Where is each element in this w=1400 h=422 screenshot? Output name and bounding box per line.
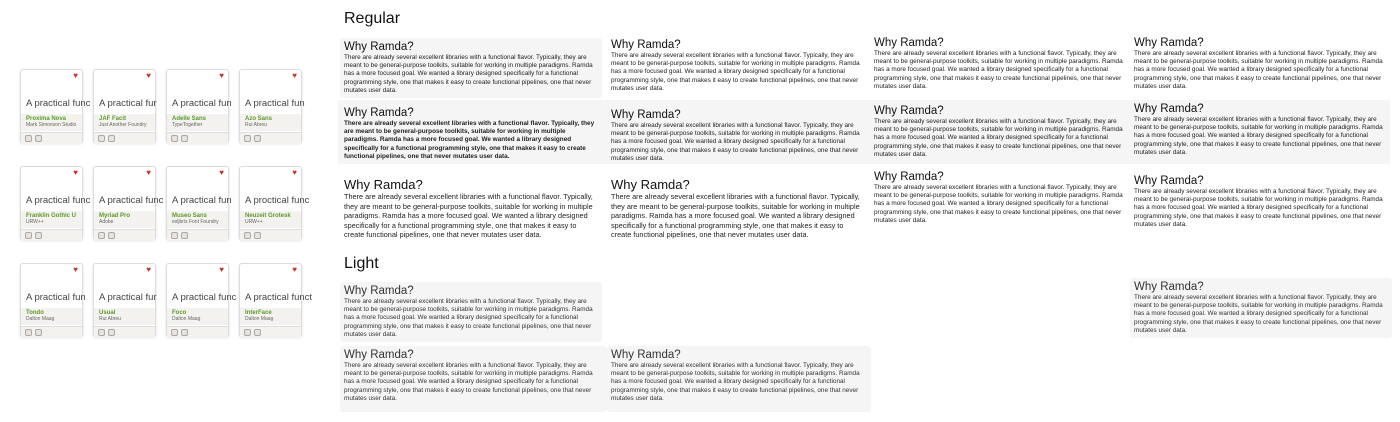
font-preview: A practical fur	[99, 98, 157, 109]
preview-icon[interactable]	[171, 329, 178, 336]
sample-title: Why Ramda?	[1134, 281, 1204, 293]
card-actions	[167, 326, 228, 338]
font-meta	[240, 211, 301, 228]
heart-icon[interactable]: ♥	[146, 168, 151, 177]
preview-icon[interactable]	[244, 232, 251, 239]
font-meta	[167, 114, 228, 131]
add-icon[interactable]	[181, 135, 188, 142]
sample-body: There are already several excellent libraries with a functional flavor. Typically, they are meant to be general-purpose toolkits, suitable for working in multiple paradigms. Ramda has a more focused goal. We wanted a library designed specifically for a functional programming style, one that makes it easy to create functional pipelines, one that never mutates user data.	[874, 184, 1123, 224]
type-sample	[340, 104, 602, 164]
add-icon[interactable]	[254, 232, 261, 239]
type-sample	[870, 34, 1132, 94]
font-foundry: Dalton Maag	[26, 316, 55, 322]
heart-icon[interactable]: ♥	[146, 71, 151, 80]
font-preview: A practical funct	[245, 292, 313, 303]
sample-title: Why Ramda?	[611, 349, 681, 361]
font-card[interactable]	[166, 166, 232, 240]
sample-body: There are already several excellent libraries with a functional flavor. Typically, they are meant to be general-purpose toolkits, suitable for working in multiple paradigms. Ramda has a more focused goal. We wanted a library designed specifically for a functional programming style, one that makes it easy to create functional pipelines, one that never mutates user data.	[1134, 50, 1383, 90]
card-actions	[21, 326, 82, 338]
font-name[interactable]: Adelle Sans	[172, 116, 207, 122]
font-card[interactable]	[166, 263, 237, 337]
card-actions	[167, 229, 228, 241]
heart-icon[interactable]: ♥	[146, 265, 151, 274]
card-actions	[167, 132, 228, 144]
sample-body: There are already several excellent libraries with a functional flavor. Typically, they are meant to be general-purpose toolkits, suitable for working in multiple paradigms. Ramda has a more focused goal. We wanted a library designed specifically for a functional programming style, one that makes it easy to create functional pipelines, one that never mutates user data.	[1134, 116, 1383, 156]
type-sample	[340, 346, 607, 412]
sample-body: There are already several excellent libraries with a functional flavor. Typically, they are meant to be general-purpose toolkits, suitable for working in multiple paradigms. Ramda has a more focused goal. We wanted a library designed specifically for a functional programming style, one that makes it easy to create functional pipelines, one that never mutates user data.	[344, 362, 593, 402]
font-foundry: exljbris Font Foundry	[172, 219, 219, 225]
font-foundry: URW++	[26, 219, 44, 225]
sample-title: Why Ramda?	[344, 285, 414, 297]
font-meta	[21, 114, 82, 131]
font-card[interactable]	[239, 69, 305, 143]
preview-icon[interactable]	[98, 329, 105, 336]
heart-icon[interactable]: ♥	[73, 265, 78, 274]
font-name[interactable]: Azo Sans	[245, 116, 273, 122]
font-foundry: Just Another Foundry	[99, 122, 147, 128]
type-sample	[607, 346, 871, 412]
card-actions	[240, 132, 301, 144]
type-sample	[1130, 172, 1392, 232]
type-sample	[340, 174, 602, 243]
preview-icon[interactable]	[25, 232, 32, 239]
font-foundry: Adobe	[99, 219, 114, 225]
font-card[interactable]	[239, 263, 313, 337]
font-name[interactable]: Proxima Nova	[26, 116, 67, 122]
heart-icon[interactable]: ♥	[219, 168, 224, 177]
font-meta	[167, 211, 228, 228]
font-card[interactable]	[93, 69, 156, 143]
heart-icon[interactable]: ♥	[292, 265, 297, 274]
font-name[interactable]: Myriad Pro	[99, 213, 131, 219]
font-preview: A practical func	[99, 195, 164, 206]
font-meta	[240, 114, 301, 131]
card-actions	[21, 132, 82, 144]
sample-title: Why Ramda?	[874, 105, 944, 117]
card-actions	[94, 132, 155, 144]
section-heading-light: Light	[344, 255, 379, 272]
sample-title: Why Ramda?	[344, 107, 414, 119]
preview-icon[interactable]	[25, 135, 32, 142]
font-preview: A practical fun	[172, 195, 232, 206]
sample-title: Why Ramda?	[1134, 103, 1204, 115]
preview-icon[interactable]	[171, 135, 178, 142]
font-card[interactable]	[20, 69, 91, 143]
card-actions	[94, 229, 155, 241]
font-foundry: Mark Simonson Studio	[26, 122, 77, 128]
type-sample	[340, 282, 602, 342]
add-icon[interactable]	[35, 232, 42, 239]
sample-title: Why Ramda?	[874, 171, 944, 183]
font-preview: A practical func	[26, 98, 91, 109]
font-card[interactable]	[166, 69, 232, 143]
type-sample	[607, 174, 869, 243]
preview-icon[interactable]	[98, 135, 105, 142]
heart-icon[interactable]: ♥	[219, 265, 224, 274]
font-name[interactable]: Museo Sans	[172, 213, 208, 219]
font-preview: A practical fun	[172, 98, 232, 109]
sample-body: There are already several excellent libraries with a functional flavor. Typically, they are meant to be general-purpose toolkits, suitable for working in multiple paradigms. Ramda has a more focused goal. We wanted a library designed specifically for a functional programming style, one that makes it easy to create functional pipelines, one that never mutates user data.	[344, 298, 593, 338]
card-actions	[21, 229, 82, 241]
add-icon[interactable]	[35, 329, 42, 336]
add-icon[interactable]	[181, 329, 188, 336]
add-icon[interactable]	[254, 135, 261, 142]
font-meta	[167, 308, 228, 325]
preview-icon[interactable]	[25, 329, 32, 336]
sample-body: There are already several excellent libraries with a functional flavor. Typically, they are meant to be general-purpose toolkits, suitable for working in multiple paradigms. Ramda has a more focused goal. We wanted a library designed specifically for a functional programming style, one that makes it easy to create functional pipelines, one that never mutates user data.	[874, 50, 1123, 90]
heart-icon[interactable]: ♥	[292, 168, 297, 177]
sample-body: There are already several excellent libraries with a functional flavor. Typically, they are meant to be general-purpose toolkits, suitable for working in multiple paradigms. Ramda has a more focused goal. We wanted a library designed specifically for a functional programming style, one that makes it easy to create functional pipelines, one that never mutates user data.	[611, 52, 860, 92]
font-name[interactable]: Neuzeit Grotesk	[245, 213, 291, 219]
font-foundry: Dalton Maag	[245, 316, 274, 322]
heart-icon[interactable]: ♥	[73, 168, 78, 177]
font-name[interactable]: Tondo	[26, 310, 44, 316]
font-name[interactable]: Usual	[99, 310, 116, 316]
add-icon[interactable]	[181, 232, 188, 239]
font-preview: A proctical func	[245, 195, 310, 206]
font-meta	[94, 211, 155, 228]
sample-body: There are already several excellent libraries with a functional flavor. Typically, they are meant to be general-purpose toolkits, suitable for working in multiple paradigms. Ramda has a more focused goal. We wanted a library designed specifically for a functional programming style, one that makes it easy to create functional pipelines, one that never mutates user data.	[344, 120, 595, 160]
font-meta	[21, 308, 82, 325]
add-icon[interactable]	[108, 135, 115, 142]
font-name[interactable]: Franklin Gothic U	[26, 213, 77, 219]
font-meta	[94, 308, 155, 325]
font-preview: A practical fun	[245, 98, 305, 109]
font-preview: A practical fur	[99, 292, 157, 303]
sample-title: Why Ramda?	[611, 109, 681, 121]
type-sample	[340, 38, 602, 98]
sample-title: Why Ramda?	[1134, 37, 1204, 49]
font-card[interactable]	[20, 263, 86, 337]
heart-icon[interactable]: ♥	[219, 71, 224, 80]
sample-title: Why Ramda?	[1134, 175, 1204, 187]
font-card[interactable]	[239, 166, 310, 240]
card-actions	[94, 326, 155, 338]
sample-title: Why Ramda?	[611, 39, 681, 51]
sample-body: There are already several excellent libraries with a functional flavor. Typically, they are meant to be general-purpose toolkits, suitable for working in multiple paradigms. Ramda has a more focused goal. We wanted a library designed specifically for a functional programming style, one that makes it easy to create functional pipelines, one that never mutates user data.	[344, 192, 593, 239]
type-sample	[870, 168, 1132, 228]
heart-icon[interactable]: ♥	[292, 71, 297, 80]
preview-icon[interactable]	[244, 135, 251, 142]
preview-icon[interactable]	[98, 232, 105, 239]
font-meta	[240, 308, 301, 325]
sample-title: Why Ramda?	[874, 37, 944, 49]
card-actions	[240, 326, 301, 338]
font-foundry: TypeTogether	[172, 122, 203, 128]
sample-body: There are already several excellent libraries with a functional flavor. Typically, they are meant to be general-purpose toolkits, suitable for working in multiple paradigms. Ramda has a more focused goal. We wanted a library designed specifically for a functional programming style, one that makes it easy to create functional pipelines, one that never mutates user data.	[611, 192, 860, 239]
font-card[interactable]	[93, 263, 156, 337]
add-icon[interactable]	[108, 329, 115, 336]
sample-body: There are already several excellent libraries with a functional flavor. Typically, they are meant to be general-purpose toolkits, suitable for working in multiple paradigms. Ramda has a more focused goal. We wanted a library designed specifically for a functional programming style, one that makes it easy to create functional pipelines, one that never mutates user data.	[611, 122, 860, 162]
sample-title: Why Ramda?	[344, 41, 414, 53]
card-actions	[240, 229, 301, 241]
font-card[interactable]	[20, 166, 91, 240]
sample-body: There are already several excellent libraries with a functional flavor. Typically, they are meant to be general-purpose toolkits, suitable for working in multiple paradigms. Ramda has a more focused goal. We wanted a library designed specifically for a functional programming style, one that makes it easy to create functional pipelines, one that never mutates user data.	[611, 362, 860, 402]
section-heading-regular: Regular	[344, 10, 401, 27]
add-icon[interactable]	[254, 329, 261, 336]
add-icon[interactable]	[35, 135, 42, 142]
type-sample	[607, 36, 869, 96]
sample-body: There are already several excellent libraries with a functional flavor. Typically, they are meant to be general-purpose toolkits, suitable for working in multiple paradigms. Ramda has a more focused goal. We wanted a library designed specifically for a functional programming style, one that makes it easy to create functional pipelines, one that never mutates user data.	[1134, 188, 1383, 228]
sample-title: Why Ramda?	[611, 177, 690, 192]
font-preview: A practical fun	[26, 292, 86, 303]
font-name[interactable]: JAF Facit	[99, 116, 127, 122]
type-sample	[1130, 100, 1392, 160]
font-preview: A practical func	[172, 292, 237, 303]
type-sample	[870, 102, 1132, 162]
preview-icon[interactable]	[171, 232, 178, 239]
font-meta	[21, 211, 82, 228]
sample-body: There are already several excellent libraries with a functional flavor. Typically, they are meant to be general-purpose toolkits, suitable for working in multiple paradigms. Ramda has a more focused goal. We wanted a library designed specifically for a functional programming style, one that makes it easy to create functional pipelines, one that never mutates user data.	[1134, 294, 1383, 334]
sample-body: There are already several excellent libraries with a functional flavor. Typically, they are meant to be general-purpose toolkits, suitable for working in multiple paradigms. Ramda has a more focused goal. We wanted a library designed specifically for a functional programming style, one that makes it easy to create functional pipelines, one that never mutates user data.	[344, 54, 593, 94]
type-sample	[1130, 34, 1392, 94]
preview-icon[interactable]	[244, 329, 251, 336]
type-sample	[1130, 278, 1392, 338]
font-foundry: URW++	[245, 219, 263, 225]
sample-title: Why Ramda?	[344, 177, 423, 192]
font-foundry: Rui Abreu	[99, 316, 121, 322]
font-foundry: Dalton Maag	[172, 316, 201, 322]
add-icon[interactable]	[108, 232, 115, 239]
font-meta	[94, 114, 155, 131]
font-foundry: Rui Abreu	[245, 122, 267, 128]
sample-body: There are already several excellent libraries with a functional flavor. Typically, they are meant to be general-purpose toolkits, suitable for working in multiple paradigms. Ramda has a more focused goal. We wanted a library designed specifically for a functional programming style, one that makes it easy to create functional pipelines, one that never mutates user data.	[874, 118, 1123, 158]
type-sample	[607, 106, 869, 166]
sample-title: Why Ramda?	[344, 349, 414, 361]
font-preview: A practical func	[26, 195, 91, 206]
font-name[interactable]: InterFace	[245, 310, 272, 316]
font-name[interactable]: Foco	[172, 310, 187, 316]
font-card[interactable]	[93, 166, 164, 240]
heart-icon[interactable]: ♥	[73, 71, 78, 80]
